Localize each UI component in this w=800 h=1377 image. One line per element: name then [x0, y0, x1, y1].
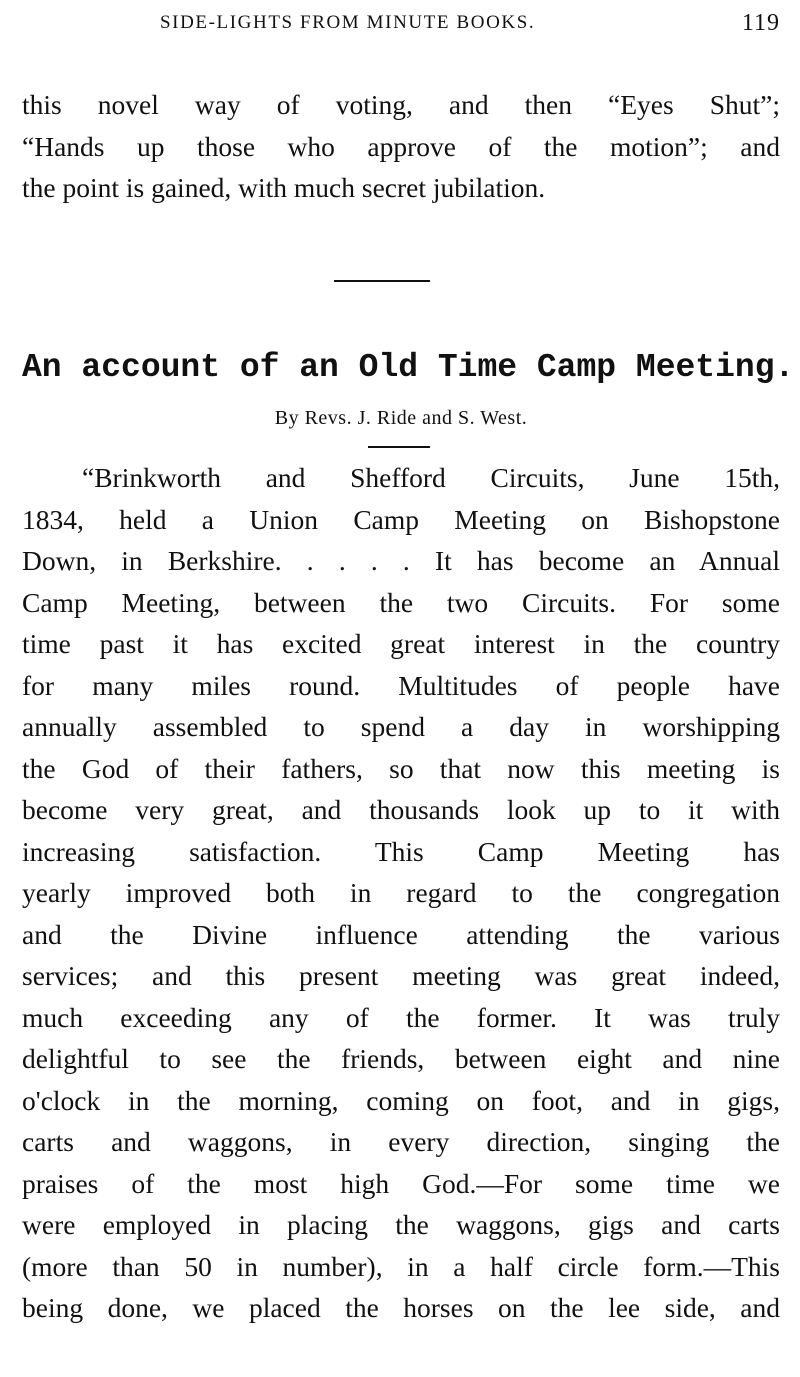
text-line: annually assembled to spend a day in worshipping: [22, 711, 780, 742]
text-line: o'clock in the morning, coming on foot, and in gigs,: [22, 1084, 780, 1116]
section-divider: [334, 280, 430, 282]
text-line: Camp Meeting, between the two Circuits. For some: [22, 586, 780, 618]
text-line: were employed in placing the waggons, gigs and carts: [22, 1209, 780, 1240]
text-line: (more than 50 in number), in a half circle form.—This: [22, 1250, 780, 1282]
text-line: yearly improved both in regard to the congregation: [22, 877, 780, 908]
byline-rule: [368, 446, 430, 448]
text-line: time past it has excited great interest in the country: [22, 628, 780, 659]
running-head: [22, 8, 780, 38]
text-line: services; and this present meeting was great indeed,: [22, 960, 780, 991]
text-line: increasing satisfaction. This Camp Meeting has: [22, 835, 780, 867]
intro-paragraph: [22, 84, 780, 209]
text-line: 1834, held a Union Camp Meeting on Bishopstone: [22, 503, 780, 535]
article-body: [22, 457, 780, 1329]
page-number: 119: [741, 10, 780, 36]
text-line: delightful to see the friends, between eight and nine: [22, 1043, 780, 1074]
text-line: and the Divine influence attending the various: [22, 918, 780, 950]
text-line: the God of their fathers, so that now this meeting is: [22, 752, 780, 784]
text-line: become very great, and thousands look up to it with: [22, 794, 780, 825]
text-line: praises of the most high God.—For some time we: [22, 1167, 780, 1199]
text-line: being done, we placed the horses on the lee side, and: [22, 1292, 780, 1323]
article-title: An account of an Old Time Camp Meeting.: [22, 349, 795, 386]
text-line: the point is gained, with much secret jubilation.: [22, 172, 546, 203]
article-byline: By Revs. J. Ride and S. West.: [274, 407, 528, 429]
running-title: SIDE-LIGHTS FROM MINUTE BOOKS.: [160, 12, 536, 33]
text-line: for many miles round. Multitudes of people have: [22, 669, 780, 701]
text-line: Down, in Berkshire. . . . . It has become an Annual: [22, 545, 780, 576]
text-line: carts and waggons, in every direction, singing the: [22, 1126, 780, 1157]
text-line: “Brinkworth and Shefford Circuits, June 15th,: [82, 462, 780, 493]
text-line: “Hands up those who approve of the motion”; and: [22, 130, 780, 162]
text-line: much exceeding any of the former. It was truly: [22, 1001, 780, 1033]
text-line: this novel way of voting, and then “Eyes Shut”;: [22, 89, 780, 120]
